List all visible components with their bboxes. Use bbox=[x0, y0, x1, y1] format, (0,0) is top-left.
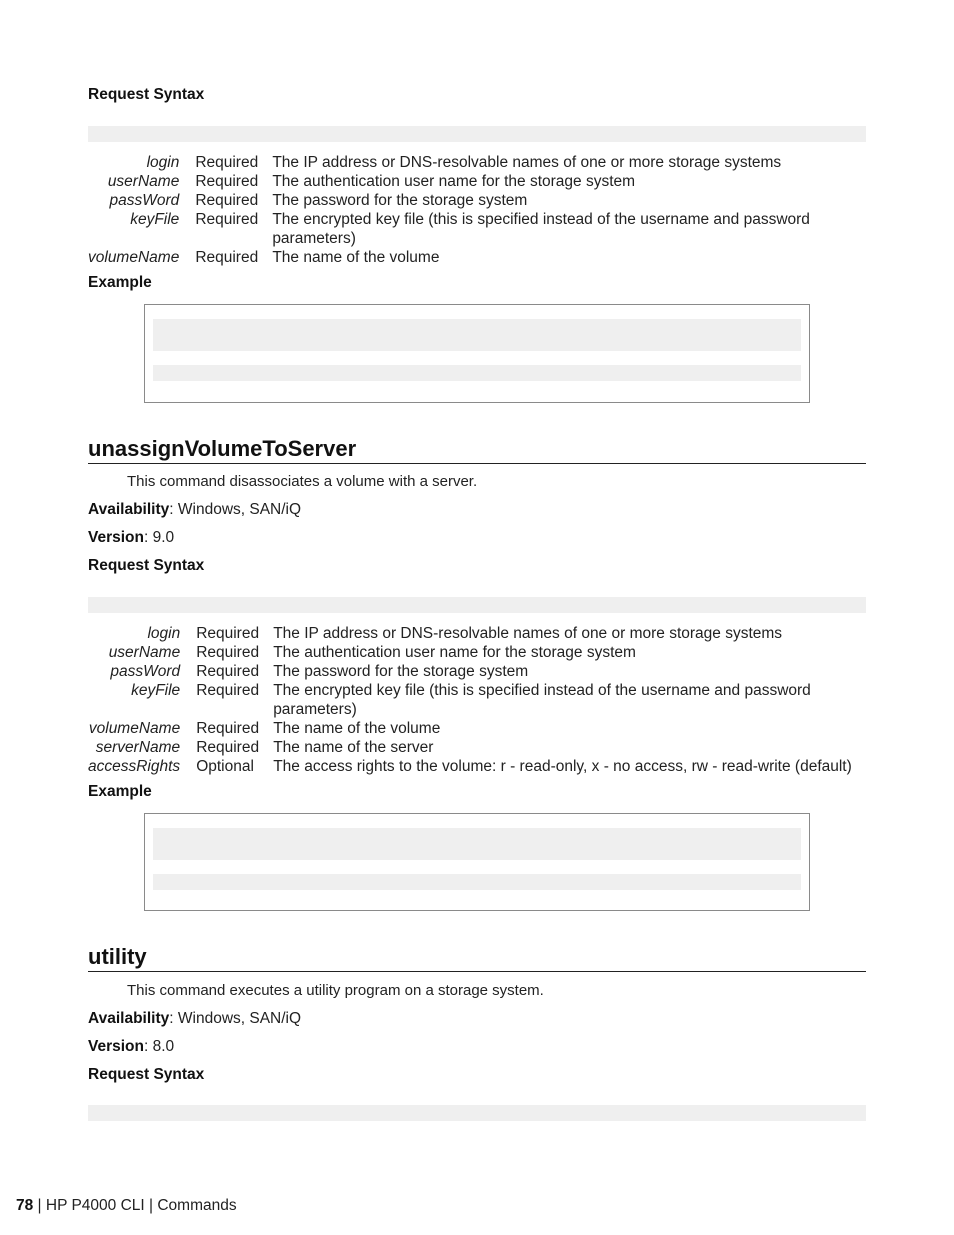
footer-separator: | bbox=[33, 1197, 46, 1214]
parameter-row bbox=[88, 153, 852, 172]
parameter-name: passWord bbox=[110, 663, 181, 680]
example-code-box bbox=[144, 813, 810, 911]
example-code-line bbox=[153, 874, 801, 890]
parameter-name: keyFile bbox=[131, 682, 181, 699]
request-syntax-heading: Request Syntax bbox=[88, 86, 205, 103]
example-heading: Example bbox=[88, 274, 152, 291]
parameter-row bbox=[88, 662, 853, 681]
example-code-box bbox=[144, 304, 810, 403]
parameter-requirement: Required bbox=[195, 154, 259, 171]
parameter-row bbox=[88, 191, 852, 210]
command-title: utility bbox=[88, 944, 866, 972]
parameter-description: The authentication user name for the storage system bbox=[273, 644, 636, 661]
parameter-row bbox=[88, 681, 853, 719]
parameter-row bbox=[88, 624, 853, 643]
parameter-requirement: Required bbox=[195, 192, 259, 209]
footer-section: Commands bbox=[157, 1197, 237, 1214]
request-syntax-heading: Request Syntax bbox=[88, 1066, 205, 1083]
command-description: This command disassociates a volume with a server. bbox=[127, 473, 478, 490]
footer-separator: | bbox=[144, 1197, 158, 1214]
parameter-requirement: Optional bbox=[196, 758, 254, 775]
parameter-name: login bbox=[147, 625, 181, 642]
parameter-row bbox=[88, 719, 853, 738]
parameter-description: The name of the server bbox=[273, 739, 434, 756]
footer-doc-title: HP P4000 CLI bbox=[45, 1197, 145, 1214]
parameter-description: The password for the storage system bbox=[273, 663, 529, 680]
parameter-description: The IP address or DNS-resolvable names of one or more storage systems bbox=[272, 154, 782, 171]
parameter-row bbox=[88, 757, 853, 776]
parameter-requirement: Required bbox=[196, 739, 260, 756]
page-number: 78 bbox=[16, 1197, 34, 1214]
parameter-requirement: Required bbox=[196, 644, 260, 661]
parameter-description: The name of the volume bbox=[272, 249, 440, 266]
page-footer bbox=[16, 1197, 237, 1215]
version-line bbox=[88, 529, 174, 547]
parameter-requirement: Required bbox=[196, 663, 260, 680]
parameter-row bbox=[88, 738, 853, 757]
syntax-code-block bbox=[88, 597, 866, 613]
availability-line bbox=[88, 501, 301, 519]
parameter-row bbox=[88, 643, 853, 662]
availability-line bbox=[88, 1010, 301, 1028]
syntax-code-block bbox=[88, 1105, 866, 1121]
parameter-description: The encrypted key file (this is specified instead of the username and password parameters) bbox=[272, 211, 810, 247]
version-label: Version bbox=[88, 1038, 144, 1055]
availability-value: : Windows, SAN/iQ bbox=[169, 1010, 302, 1027]
parameter-requirement: Required bbox=[195, 211, 259, 228]
parameter-description: The password for the storage system bbox=[272, 192, 528, 209]
parameter-name: keyFile bbox=[130, 211, 180, 228]
version-label: Version bbox=[88, 529, 144, 546]
parameter-requirement: Required bbox=[196, 682, 260, 699]
parameter-name: userName bbox=[108, 644, 181, 661]
parameter-name: volumeName bbox=[88, 720, 181, 737]
parameter-name: volumeName bbox=[88, 249, 180, 266]
parameter-name: passWord bbox=[109, 192, 180, 209]
version-value: : 8.0 bbox=[144, 1038, 175, 1055]
parameter-requirement: Required bbox=[196, 720, 260, 737]
version-value: : 9.0 bbox=[144, 529, 175, 546]
parameter-description: The authentication user name for the storage system bbox=[272, 173, 636, 190]
parameter-row bbox=[88, 172, 852, 191]
parameter-name: serverName bbox=[95, 739, 181, 756]
parameter-requirement: Required bbox=[195, 173, 259, 190]
parameter-name: userName bbox=[107, 173, 180, 190]
parameter-description: The encrypted key file (this is specified instead of the username and password parameters) bbox=[273, 682, 811, 718]
command-title: unassignVolumeToServer bbox=[88, 436, 866, 464]
parameter-requirement: Required bbox=[196, 625, 260, 642]
example-code-line bbox=[153, 365, 801, 381]
example-heading: Example bbox=[88, 783, 152, 800]
syntax-code-block bbox=[88, 126, 866, 142]
example-code-line bbox=[153, 828, 801, 860]
availability-label: Availability bbox=[88, 1010, 170, 1027]
example-code-line bbox=[153, 319, 801, 351]
parameter-name: login bbox=[146, 154, 180, 171]
command-description: This command executes a utility program on a storage system. bbox=[127, 982, 544, 999]
request-syntax-heading: Request Syntax bbox=[88, 557, 205, 574]
parameter-requirement: Required bbox=[195, 249, 259, 266]
parameter-description: The IP address or DNS-resolvable names of one or more storage systems bbox=[273, 625, 783, 642]
parameters-table bbox=[88, 624, 853, 776]
parameter-description: The access rights to the volume: r - read-only, x - no access, rw - read-write (default) bbox=[273, 758, 852, 775]
parameter-description: The name of the volume bbox=[273, 720, 441, 737]
parameter-name: accessRights bbox=[88, 758, 181, 775]
parameter-row bbox=[88, 248, 852, 267]
availability-value: : Windows, SAN/iQ bbox=[169, 501, 302, 518]
availability-label: Availability bbox=[88, 501, 170, 518]
parameter-row bbox=[88, 210, 852, 248]
version-line bbox=[88, 1038, 174, 1056]
parameters-table bbox=[88, 153, 852, 267]
